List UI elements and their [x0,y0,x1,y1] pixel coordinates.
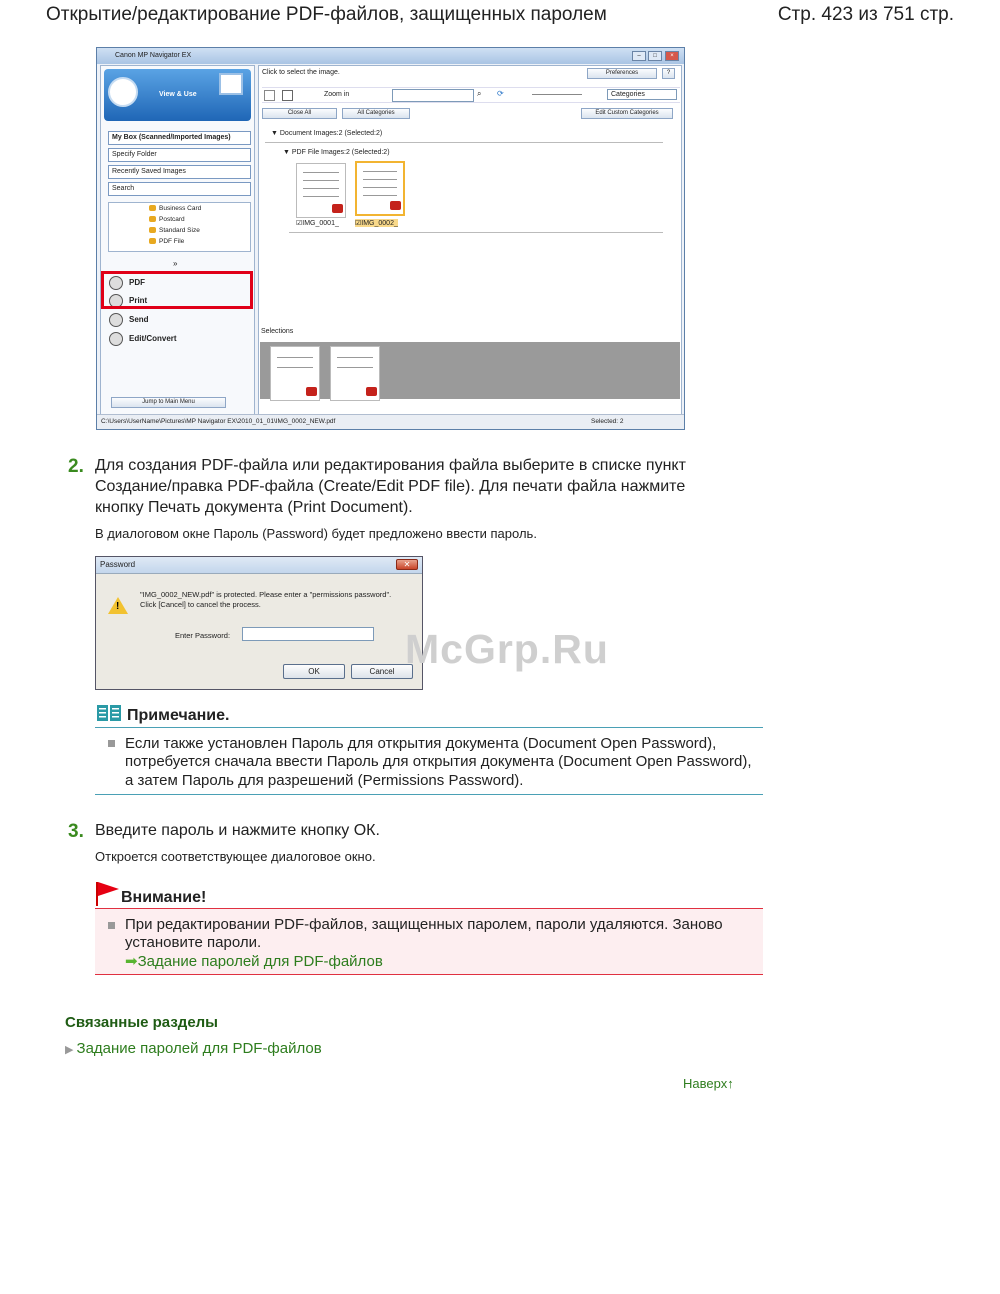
left-panel [100,65,255,415]
divider [289,232,663,233]
action-pdf[interactable]: PDF [109,276,145,290]
right-panel [258,65,682,415]
thumb-caption[interactable]: ☑IMG_0002_ [355,220,398,227]
tree-item[interactable]: Standard Size [149,227,200,234]
nav-specify-folder[interactable]: Specify Folder [108,148,251,162]
status-bar [97,414,684,429]
back-to-top-link[interactable]: Наверх↑ [683,1076,734,1091]
view-use-label: View & Use [159,91,197,98]
password-label: Enter Password: [175,631,231,640]
step2-line2: Создание/правка PDF-файла (Create/Edit PDF file). Для печати файла нажмите [95,478,686,495]
page-title: Открытие/редактирование PDF-файлов, защищенных паролем [46,4,607,25]
status-path: C:\Users\UserName\Pictures\MP Navigator EX\2010_01_01\IMG_0002_NEW.pdf [101,418,336,425]
folder-icon [149,238,156,244]
folder-icon [149,227,156,233]
step3-text: Введите пароль и нажмите кнопку ОК. [95,822,380,839]
caution-line1: При редактировании PDF-файлов, защищенных паролем, пароли удаляются. Заново [125,916,723,933]
dialog-titlebar [96,557,422,574]
step-number: 2. [68,456,84,477]
close-icon[interactable]: × [665,51,679,61]
nav-my-box[interactable]: My Box (Scanned/Imported Images) [108,131,251,145]
status-selected: Selected: 2 [591,418,624,425]
grid-icon[interactable] [264,90,275,101]
note-line1: Если также установлен Пароль для открытия документа (Document Open Password), [125,735,717,752]
arrow-right-icon: ➡ [125,953,138,970]
tree-item[interactable]: Business Card [149,205,201,212]
help-button[interactable]: ? [662,68,675,79]
toolbar [262,87,680,103]
pdf-badge-icon [332,204,343,213]
red-flag-icon [95,881,121,907]
maximize-icon[interactable]: □ [648,51,662,61]
thumbnail-2[interactable] [355,161,405,216]
edit-custom-categories-button[interactable]: Edit Custom Categories [581,108,673,119]
caution-bottom-line [95,974,763,975]
pdf-badge-icon [390,201,401,210]
selections-area [260,342,680,399]
preferences-button[interactable]: Preferences [587,68,657,79]
category-tree [108,202,251,252]
categories-select[interactable]: Categories [607,89,677,100]
step3-sub: Откроется соответствующее диалоговое окно. [95,849,376,864]
arrow-up-icon: ↑ [727,1076,734,1091]
mp-navigator-screenshot [96,47,685,430]
caution-line2: установите пароли. [125,934,262,951]
note-title: Примечание. [127,707,230,724]
pdf-badge-icon [366,387,377,396]
grid-large-icon[interactable] [282,90,293,101]
zoom-in-label[interactable]: Zoom in [324,91,350,98]
watermark: McGrp.Ru [405,626,609,672]
ok-button[interactable]: OK [283,664,345,679]
triangle-right-icon: ▶ [65,1044,77,1056]
view-use-header[interactable] [104,69,251,121]
pdf-file-group[interactable]: ▼ PDF File Images:2 (Selected:2) [283,149,390,156]
selection-thumb[interactable] [270,346,320,401]
cancel-button[interactable]: Cancel [351,664,413,679]
nav-recent[interactable]: Recently Saved Images [108,165,251,179]
note-book-icon [96,704,122,722]
caution-title: Внимание! [121,889,207,906]
expand-chevron-icon[interactable]: » [173,259,178,268]
hint-text: Click to select the image. [262,69,340,76]
action-edit-convert[interactable]: Edit/Convert [109,332,177,346]
page-counter: Стр. 423 из 751 стр. [777,4,954,25]
step2-sub: В диалоговом окне Пароль (Password) будет предложено ввести пароль. [95,526,537,541]
selection-thumb[interactable] [330,346,380,401]
password-dialog [95,556,423,690]
tree-item[interactable]: PDF File [149,238,184,245]
dialog-message-2: Click [Cancel] to cancel the process. [140,600,261,609]
document-group[interactable]: ▼ Document Images:2 (Selected:2) [271,130,383,137]
thumb-caption[interactable]: ☑IMG_0001_ [296,220,339,227]
note-line3: а затем Пароль для разрешений (Permissions Password). [125,772,524,789]
dialog-message-1: "IMG_0002_NEW.pdf" is protected. Please enter a "permissions password". [140,590,392,599]
tree-item[interactable]: Postcard [149,216,185,223]
selections-label: Selections [261,328,294,335]
step2-line1: Для создания PDF-файла или редактирования файла выберите в списке пункт [95,457,686,474]
password-input[interactable] [242,627,374,641]
related-title: Связанные разделы [65,1014,218,1031]
related-link[interactable]: ▶ Задание паролей для PDF-файлов [65,1040,322,1057]
window-title: Canon MP Navigator EX [115,52,192,59]
all-categories-button[interactable]: All Categories [342,108,410,119]
dialog-title: Password [100,560,136,569]
monitor-icon [219,73,243,95]
bullet-icon [108,922,115,929]
divider [265,142,663,143]
action-print[interactable]: Print [109,294,147,308]
highlight-box [101,271,253,309]
note-top-line [95,727,763,728]
caution-link[interactable]: ➡Задание паролей для PDF-файлов [125,953,383,970]
folder-icon [149,216,156,222]
pdf-badge-icon [306,387,317,396]
step2-line3: кнопку Печать документа (Print Document). [95,499,413,516]
window-titlebar [97,48,684,64]
folder-icon [149,205,156,211]
action-send[interactable]: Send [109,313,149,327]
jump-main-menu-button[interactable]: Jump to Main Menu [111,397,226,408]
warning-icon: ! [108,597,128,614]
note-bottom-line [95,794,763,795]
bullet-icon [108,740,115,747]
thumbnail-1[interactable] [296,163,346,218]
step-number: 3. [68,821,84,842]
arrow-icon [108,77,138,107]
edit-icon [109,332,123,346]
close-all-button[interactable]: Close All [262,108,337,119]
caution-top-line [95,908,763,909]
close-icon[interactable]: ✕ [396,559,418,570]
refresh-icon[interactable]: ⟳ [497,89,504,98]
search-input[interactable] [392,89,474,102]
search-icon[interactable]: ⌕ [477,89,482,98]
send-icon [109,313,123,327]
zoom-slider[interactable] [532,94,582,95]
minimize-icon[interactable]: – [632,51,646,61]
note-line2: потребуется сначала ввести Пароль для открытия документа (Document Open Password), [125,753,752,770]
nav-search[interactable]: Search [108,182,251,196]
